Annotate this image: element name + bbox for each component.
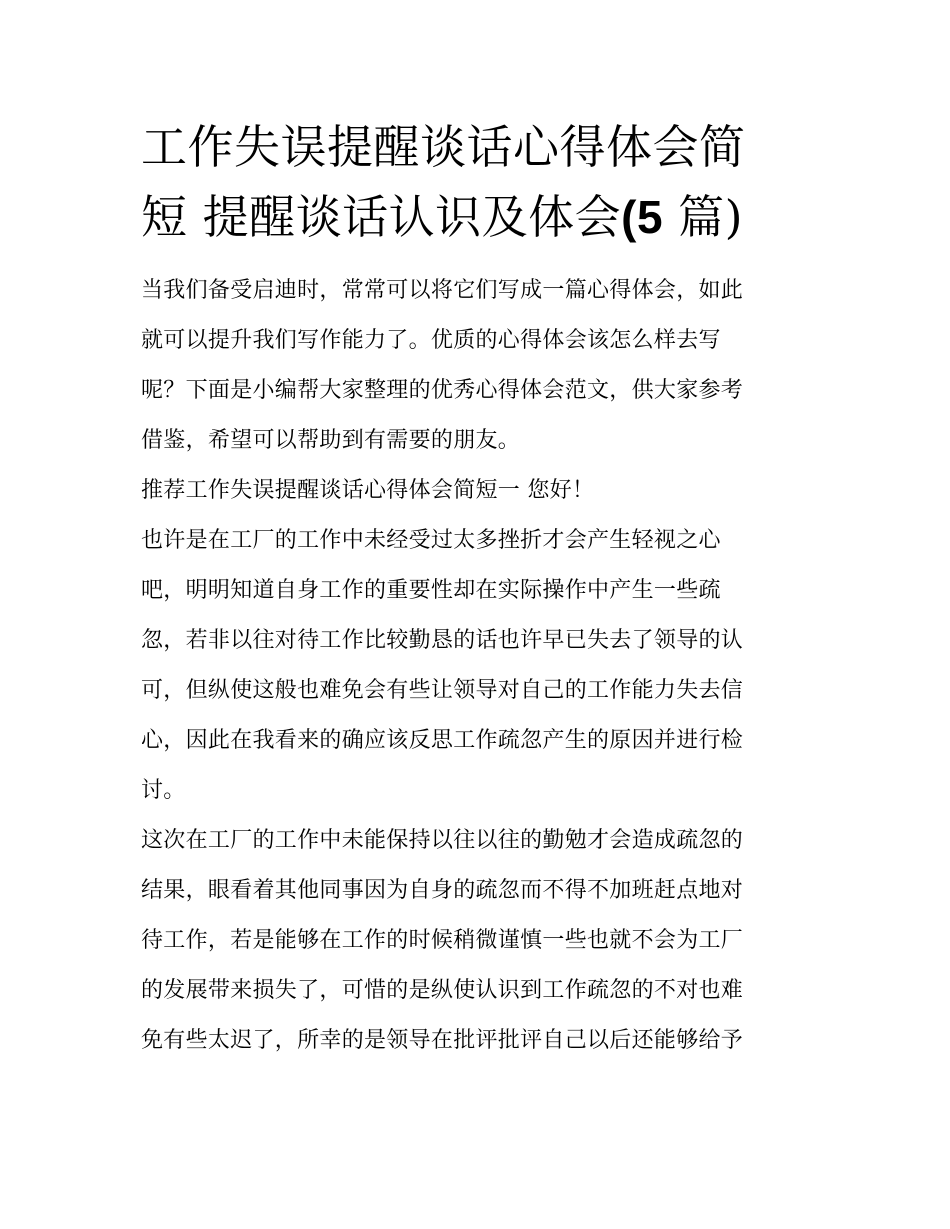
text-line: 结果，眼看着其他同事因为自身的疏忽而不得不加班赶点地对: [141, 878, 744, 903]
text-line: 忽，若非以往对待工作比较勤恳的话也许早已失去了领导的认: [141, 628, 744, 653]
text-line: 也许是在工厂的工作中未经受过太多挫折才会产生轻视之心: [141, 528, 721, 553]
document-body: [141, 266, 813, 1066]
paragraph-body-2: [141, 816, 813, 1066]
text-line: 免有些太迟了，所幸的是领导在批评批评自己以后还能够给予: [141, 1028, 744, 1053]
title-count-suffix: 篇): [663, 190, 744, 244]
title-line-2-text: 短 提醒谈话认识及体会: [141, 190, 622, 244]
paragraph-intro: [141, 266, 813, 466]
text-line: 这次在工厂的工作中未能保持以往以往的勤勉才会造成疏忽的: [141, 828, 744, 853]
text-line: 就可以提升我们写作能力了。优质的心得体会该怎么样去写: [141, 328, 721, 353]
text-line: 心，因此在我看来的确应该反思工作疏忽产生的原因并进行检: [141, 728, 744, 753]
text-line: 讨。: [141, 778, 186, 803]
paragraph-body-1: [141, 516, 813, 816]
document-title: [141, 112, 813, 252]
title-line-1: 工作失误提醒谈话心得体会简: [141, 120, 746, 174]
text-line: 当我们备受启迪时，常常可以将它们写成一篇心得体会，如此: [141, 278, 744, 303]
text-line: 呢？下面是小编帮大家整理的优秀心得体会范文，供大家参考: [141, 378, 744, 403]
text-line: 借鉴，希望可以帮助到有需要的朋友。: [141, 428, 521, 453]
title-line-2: [141, 182, 813, 252]
text-line: 吧，明明知道自身工作的重要性却在实际操作中产生一些疏: [141, 578, 721, 603]
text-line: 可，但纵使这般也难免会有些让领导对自己的工作能力失去信: [141, 678, 744, 703]
text-line: 的发展带来损失了，可惜的是纵使认识到工作疏忽的不对也难: [141, 978, 744, 1003]
title-count-number: (5: [621, 191, 664, 243]
text-line: 推荐工作失误提醒谈话心得体会简短一 您好！: [141, 478, 595, 503]
document-page: [141, 112, 813, 1066]
text-line: 待工作，若是能够在工作的时候稍微谨慎一些也就不会为工厂: [141, 928, 744, 953]
paragraph-heading-1: [141, 466, 813, 516]
